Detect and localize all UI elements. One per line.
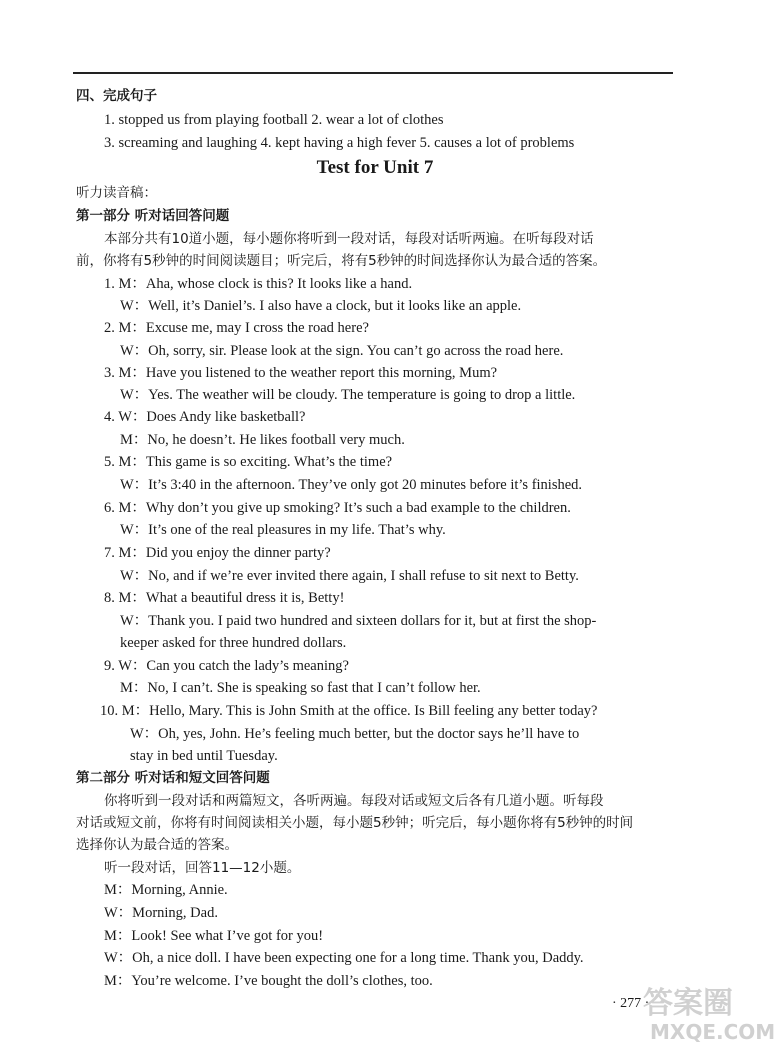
part2-subheading: 听一段对话，回答11—12小题。	[104, 860, 301, 876]
dialogue-line: 2. M：Excuse me, may I cross the road here?	[104, 320, 369, 336]
section-heading: 四、完成句子	[76, 88, 157, 104]
top-rule	[73, 72, 673, 74]
part1-intro: 本部分共有10道小题，每小题你将听到一段对话，每段对话听两遍。在听每段对话	[104, 231, 594, 247]
dialogue-line: W：Well, it’s Daniel’s. I also have a clock, but it looks like an apple.	[120, 298, 522, 314]
dialogue-line: W：Yes. The weather will be cloudy. The temperature is going to drop a little.	[120, 387, 576, 403]
dialogue-line: 3. M：Have you listened to the weather report this morning, Mum?	[104, 365, 498, 381]
dialogue-line: W：Oh, a nice doll. I have been expecting one for a long time. Thank you, Daddy.	[104, 950, 584, 966]
dialogue-line: stay in bed until Tuesday.	[130, 748, 278, 764]
watermark-logo: 答案圈	[643, 986, 733, 1021]
page-number: · 277 ·	[612, 996, 650, 1011]
dialogue-line: M：You’re welcome. I’ve bought the doll’s clothes, too.	[104, 973, 433, 989]
dialogue-line: W：It’s 3:40 in the afternoon. They’ve only got 20 minutes before it’s finished.	[120, 477, 583, 493]
part2-intro: 对话或短文前，你将有时间阅读相关小题，每小题5秒钟；听完后，每小题你将有5秒钟的时间	[76, 815, 634, 831]
watermark-url: MXQE.COM	[650, 1020, 775, 1044]
dialogue-line: 4. W：Does Andy like basketball?	[104, 409, 306, 425]
dialogue-line: W：It’s one of the real pleasures in my life. That’s why.	[120, 522, 446, 538]
page-title: Test for Unit 7	[316, 157, 434, 178]
part2-intro: 选择你认为最合适的答案。	[76, 837, 238, 853]
dialogue-line: W：Morning, Dad.	[104, 905, 218, 921]
dialogue-line: M：Morning, Annie.	[104, 882, 228, 898]
dialogue-line: 8. M：What a beautiful dress it is, Betty!	[104, 590, 345, 606]
part1-intro: 前，你将有5秒钟的时间阅读题目；听完后，将有5秒钟的时间选择你认为最合适的答案。	[76, 253, 607, 269]
dialogue-line: 7. M：Did you enjoy the dinner party?	[104, 545, 331, 561]
dialogue-line: keeper asked for three hundred dollars.	[120, 635, 347, 651]
dialogue-line: W：No, and if we’re ever invited there again, I shall refuse to sit next to Betty.	[120, 568, 579, 584]
dialogue-line: W：Oh, yes, John. He’s feeling much better, but the doctor says he’ll have to	[130, 726, 580, 742]
part1-heading: 第一部分 听对话回答问题	[76, 208, 230, 224]
dialogue-line: M：Look! See what I’ve got for you!	[104, 928, 324, 944]
part2-heading: 第二部分 听对话和短文回答问题	[76, 770, 270, 786]
script-label: 听力读音稿：	[76, 185, 157, 201]
dialogue-line: 1. M：Aha, whose clock is this? It looks like a hand.	[104, 276, 413, 292]
dialogue-line: 6. M：Why don’t you give up smoking? It’s such a bad example to the children.	[104, 500, 571, 516]
dialogue-line: 9. W：Can you catch the lady’s meaning?	[104, 658, 349, 674]
dialogue-line: M：No, I can’t. She is speaking so fast that I can’t follow her.	[120, 680, 481, 696]
part2-intro: 你将听到一段对话和两篇短文，各听两遍。每段对话或短文后各有几道小题。听每段	[104, 793, 604, 809]
dialogue-line: W：Thank you. I paid two hundred and sixteen dollars for it, but at first the shop-	[120, 613, 597, 629]
dialogue-line: M：No, he doesn’t. He likes football very much.	[120, 432, 405, 448]
dialogue-line: 10. M：Hello, Mary. This is John Smith at the office. Is Bill feeling any better today?	[100, 703, 598, 719]
answer-line: 1. stopped us from playing football 2. wear a lot of clothes	[104, 112, 444, 128]
answer-line: 3. screaming and laughing 4. kept having a high fever 5. causes a lot of problems	[104, 135, 575, 151]
dialogue-line: 5. M：This game is so exciting. What’s the time?	[104, 454, 393, 470]
dialogue-line: W：Oh, sorry, sir. Please look at the sign. You can’t go across the road here.	[120, 343, 564, 359]
